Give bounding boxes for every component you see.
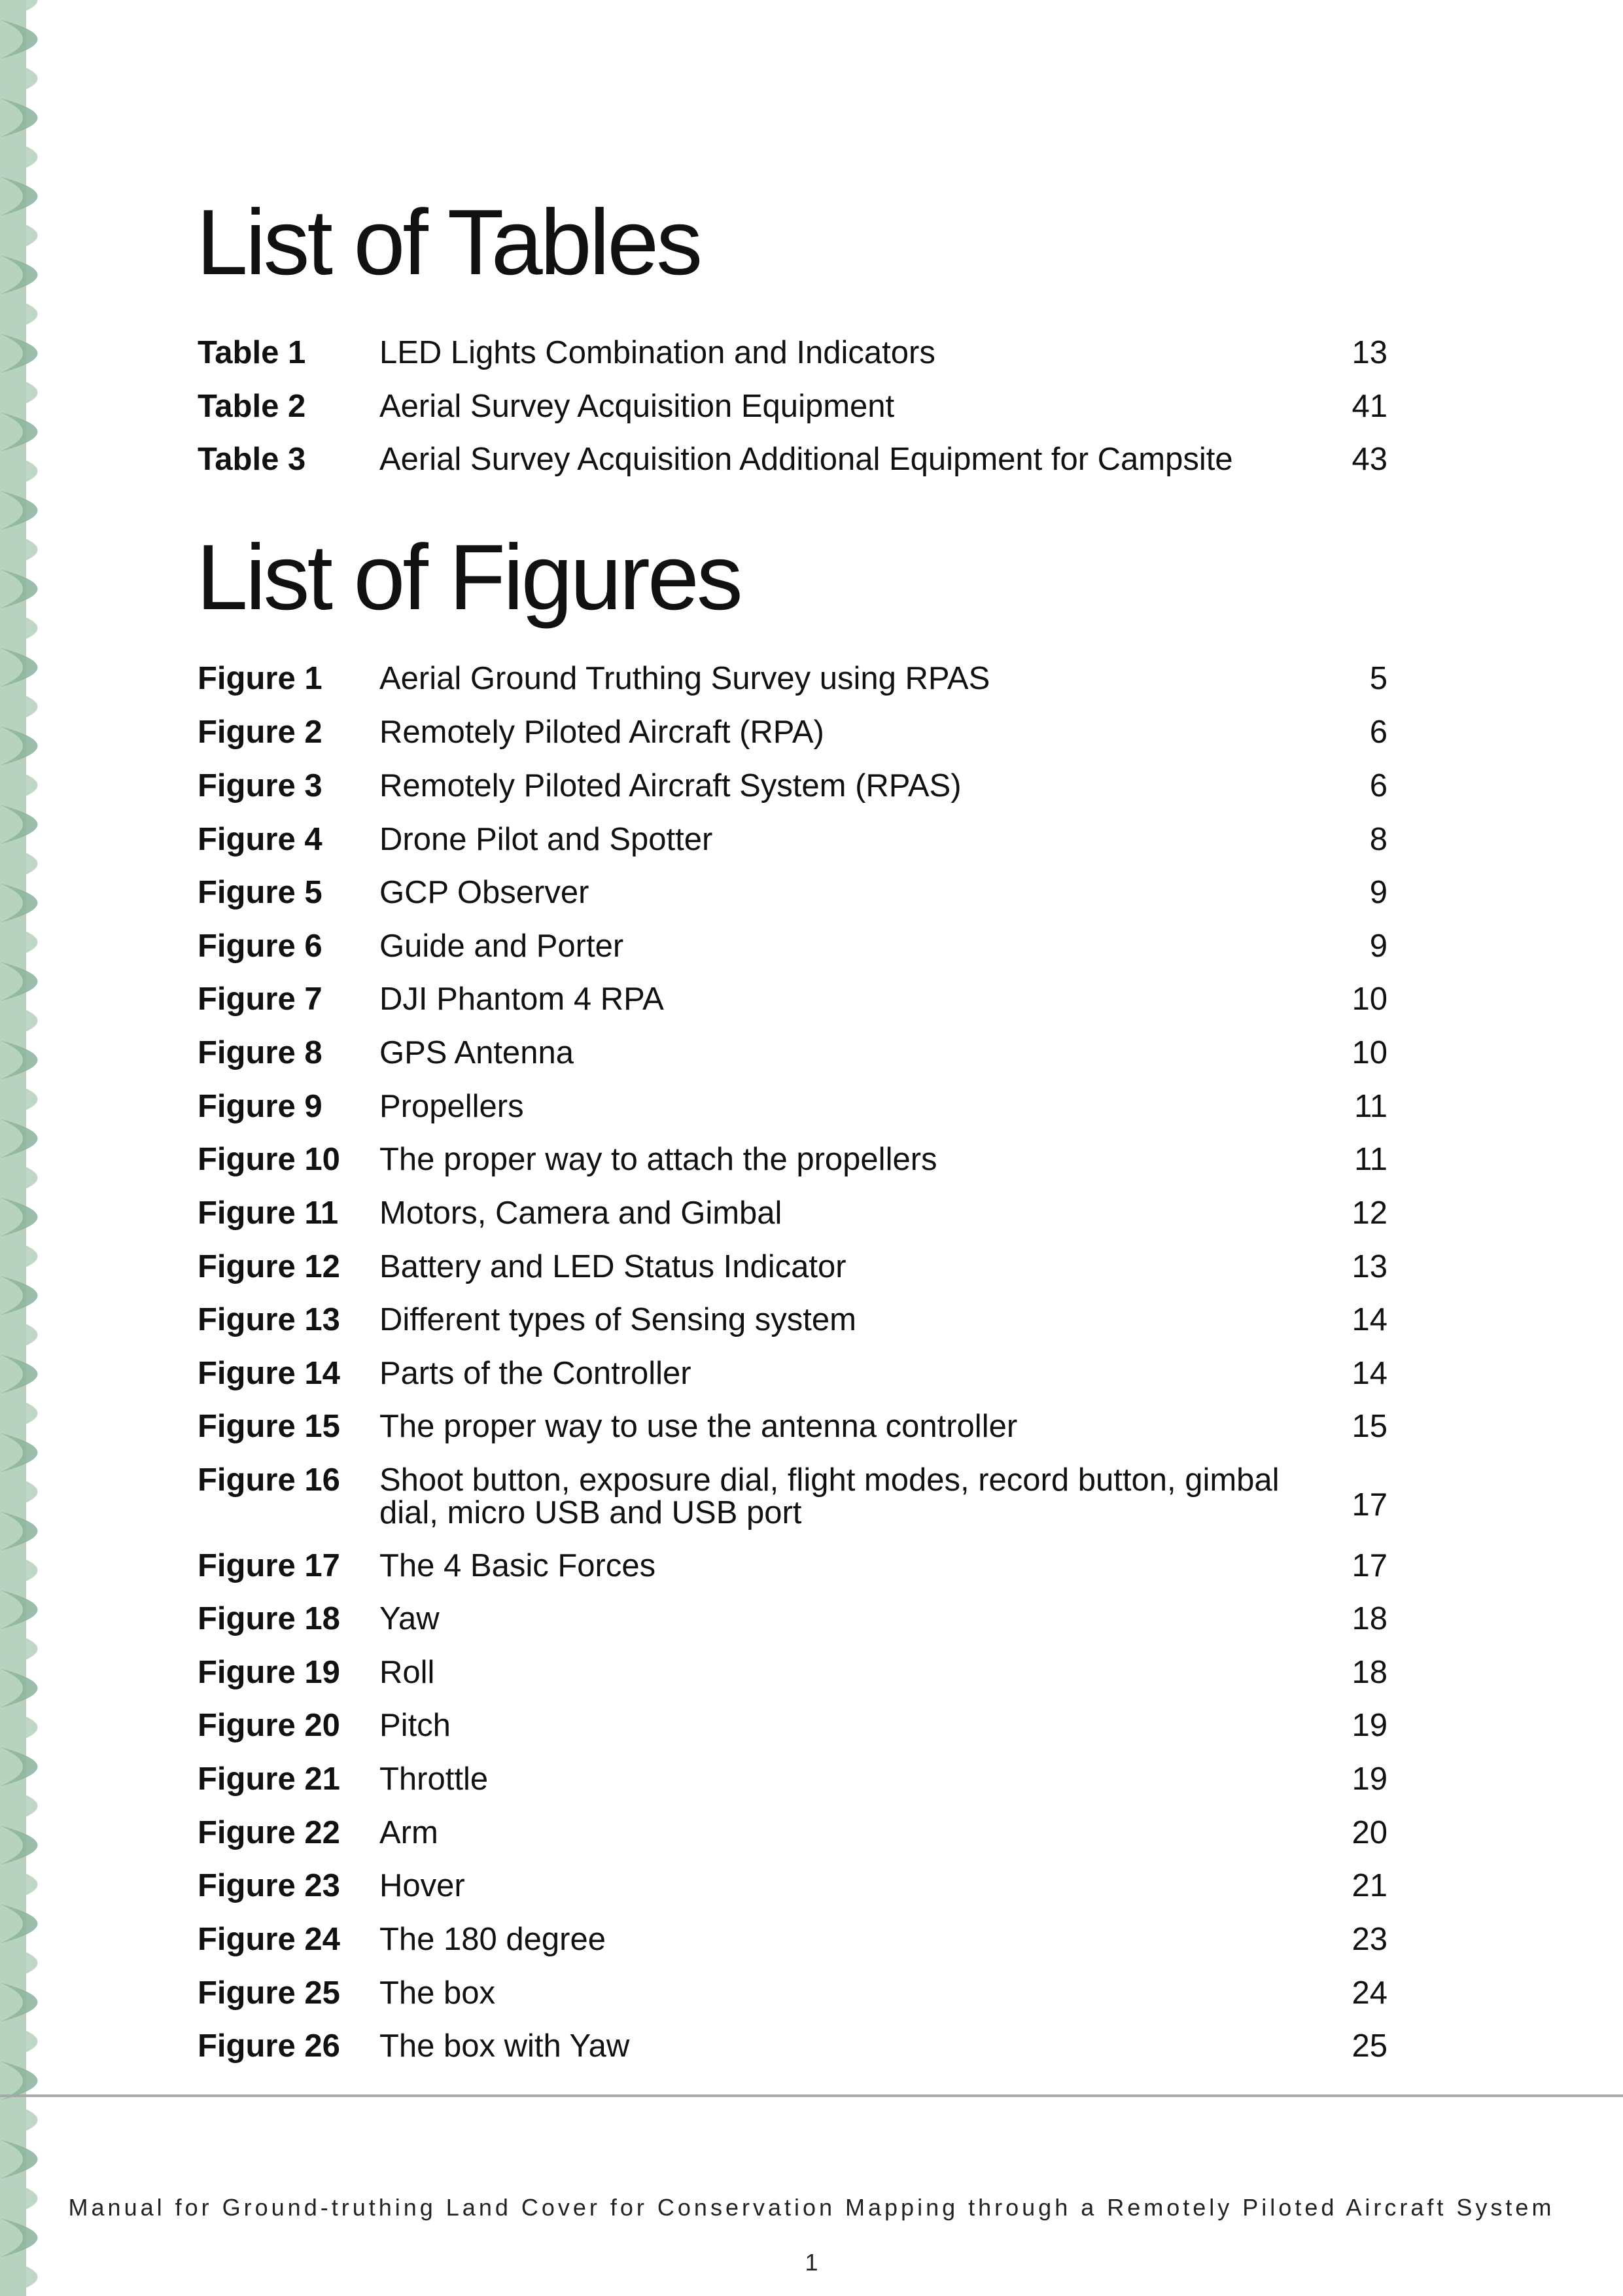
figure-label: Figure 19 [198,1655,340,1690]
figure-title: DJI Phantom 4 RPA [379,981,664,1017]
figure-title: Shoot button, exposure dial, flight modes, record button, gimbal dial, micro USB and USB port [379,1462,1280,1530]
figure-page-number: 10 [1352,1035,1387,1070]
figure-title: Remotely Piloted Aircraft (RPA) [379,715,824,750]
table-page-number: 43 [1352,442,1387,477]
figure-label: Figure 3 [198,768,323,804]
figure-title: Parts of the Controller [379,1356,691,1391]
figure-page-number: 13 [1352,1249,1387,1284]
figure-title: Drone Pilot and Spotter [379,822,713,857]
figure-title: Propellers [379,1089,524,1124]
figure-title: Aerial Ground Truthing Survey using RPAS [379,661,990,696]
figure-label: Figure 10 [198,1142,340,1177]
figure-title: Pitch [379,1708,451,1743]
figure-label: Figure 2 [198,715,323,750]
figure-title: The 4 Basic Forces [379,1548,656,1583]
list-of-figures-heading: List of Figures [196,525,741,629]
figure-page-number: 14 [1352,1302,1387,1337]
decorative-side-pattern [0,0,79,2296]
figure-label: Figure 15 [198,1409,340,1444]
figure-label: Figure 11 [198,1195,339,1231]
figure-page-number: 14 [1352,1356,1387,1391]
footer-text: Manual for Ground-truthing Land Cover for Conservation Mapping through a Remotely Piloted Aircraft System [68,2194,1555,2221]
page-number: 1 [805,2249,818,2276]
table-page-number: 13 [1352,335,1387,370]
figure-label: Figure 12 [198,1249,340,1284]
figure-title: Battery and LED Status Indicator [379,1249,846,1284]
figure-title: GCP Observer [379,875,589,910]
figure-label: Figure 24 [198,1922,340,1957]
table-label: Table 3 [198,442,306,477]
figure-title: Remotely Piloted Aircraft System (RPAS) [379,768,962,804]
figure-page-number: 17 [1352,1487,1387,1523]
table-page-number: 41 [1352,389,1387,424]
figure-page-number: 18 [1352,1601,1387,1636]
figure-title: Hover [379,1868,465,1903]
figure-page-number: 17 [1352,1548,1387,1583]
figure-page-number: 21 [1352,1868,1387,1903]
figure-title: Yaw [379,1601,440,1636]
figure-page-number: 11 [1354,1142,1387,1177]
figure-label: Figure 7 [198,981,323,1017]
figure-page-number: 19 [1352,1708,1387,1743]
figure-label: Figure 22 [198,1815,340,1850]
list-of-tables-heading: List of Tables [196,190,701,294]
figure-page-number: 6 [1369,768,1387,804]
figure-page-number: 6 [1369,715,1387,750]
figure-page-number: 5 [1369,661,1387,696]
figure-page-number: 9 [1369,875,1387,910]
figure-label: Figure 9 [198,1089,323,1124]
figure-page-number: 25 [1352,2028,1387,2064]
figure-label: Figure 17 [198,1548,340,1583]
figure-page-number: 8 [1369,822,1387,857]
figure-title: Roll [379,1655,435,1690]
figure-title: The box with Yaw [379,2028,630,2064]
figure-page-number: 19 [1352,1761,1387,1797]
figure-title: Motors, Camera and Gimbal [379,1195,782,1231]
footer-divider [0,2094,1623,2097]
figure-label: Figure 1 [198,661,323,696]
figure-page-number: 23 [1352,1922,1387,1957]
figure-title: Guide and Porter [379,928,624,964]
figure-title: The proper way to attach the propellers [379,1142,937,1177]
figure-page-number: 15 [1352,1409,1387,1444]
figure-title: Throttle [379,1761,489,1797]
figure-title: The 180 degree [379,1922,606,1957]
figure-label: Figure 13 [198,1302,340,1337]
figure-label: Figure 23 [198,1868,340,1903]
figure-label: Figure 14 [198,1356,340,1391]
figure-label: Figure 4 [198,822,323,857]
figure-title: The box [379,1975,496,2011]
figure-title: The proper way to use the antenna controller [379,1409,1018,1444]
figure-label: Figure 16 [198,1462,340,1498]
figure-title: Arm [379,1815,438,1850]
table-label: Table 1 [198,335,306,370]
figure-title: GPS Antenna [379,1035,574,1070]
figure-page-number: 18 [1352,1655,1387,1690]
figure-page-number: 11 [1354,1089,1387,1124]
figure-label: Figure 18 [198,1601,340,1636]
table-title: LED Lights Combination and Indicators [379,335,935,370]
figure-title: Different types of Sensing system [379,1302,856,1337]
figure-page-number: 10 [1352,981,1387,1017]
figure-page-number: 20 [1352,1815,1387,1850]
figure-label: Figure 26 [198,2028,340,2064]
figure-label: Figure 5 [198,875,323,910]
figure-page-number: 24 [1352,1975,1387,2011]
table-title: Aerial Survey Acquisition Additional Equipment for Campsite [379,442,1233,477]
table-title: Aerial Survey Acquisition Equipment [379,389,895,424]
figure-page-number: 12 [1352,1195,1387,1231]
figure-label: Figure 21 [198,1761,340,1797]
figure-label: Figure 6 [198,928,323,964]
figure-label: Figure 25 [198,1975,340,2011]
table-label: Table 2 [198,389,306,424]
figure-label: Figure 8 [198,1035,323,1070]
figure-label: Figure 20 [198,1708,340,1743]
figure-page-number: 9 [1369,928,1387,964]
